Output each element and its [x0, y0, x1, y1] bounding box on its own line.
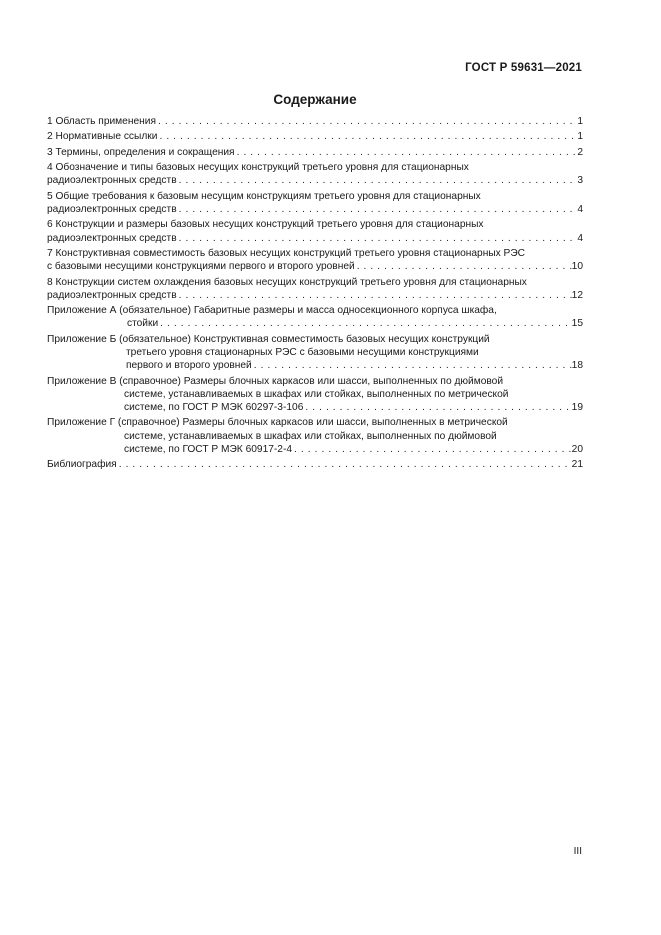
- dot-leader: [292, 443, 572, 456]
- toc-page-number: 12: [571, 289, 583, 301]
- toc-entry-text: радиоэлектронных средств: [47, 203, 177, 215]
- table-of-contents: [47, 115, 583, 474]
- toc-entry-text: стойки: [127, 318, 159, 330]
- toc-entry-line: 4 Обозначение и типы базовых несущих конструкций третьего уровня для стационарных: [47, 162, 469, 174]
- toc-page-number: 21: [571, 459, 583, 471]
- toc-entry-text: 1 Область применения: [47, 116, 156, 127]
- toc-page-number: 4: [577, 232, 583, 244]
- toc-page-number: 19: [571, 401, 583, 413]
- toc-entry-line: Приложение Г (справочное) Размеры блочных каркасов или шасси, выполненных в метрической: [47, 417, 508, 429]
- toc-entry[interactable]: [47, 146, 583, 159]
- toc-entry[interactable]: [47, 333, 583, 373]
- toc-entry[interactable]: [47, 130, 583, 143]
- page-title: Содержание: [273, 92, 357, 107]
- toc-entry-line: системе, устанавливаемых в шкафах или стойках, выполненных по метрической: [124, 388, 509, 400]
- page-number: III: [573, 846, 582, 857]
- toc-entry-text: 3 Термины, определения и сокращения: [47, 146, 235, 158]
- toc-entry-line: 5 Общие требования к базовым несущим конструкциям третьего уровня для стационарных: [47, 190, 481, 202]
- toc-entry-line: Приложение Б (обязательное) Конструктивная совместимость базовых несущих конструкций: [47, 333, 490, 345]
- toc-entry-text: первого и второго уровней: [126, 360, 252, 372]
- toc-entry[interactable]: [47, 375, 583, 415]
- toc-entry[interactable]: [47, 458, 583, 471]
- dot-leader: [158, 317, 572, 330]
- toc-entry[interactable]: [47, 416, 583, 456]
- dot-leader: [156, 115, 577, 128]
- dot-leader: [177, 203, 578, 216]
- toc-entry-line: 6 Конструкции и размеры базовых несущих конструкций третьего уровня для стационарных: [47, 219, 484, 231]
- toc-page-number: 2: [577, 146, 583, 158]
- dot-leader: [252, 359, 572, 372]
- dot-leader: [355, 260, 572, 273]
- toc-page-number: 20: [571, 443, 583, 455]
- toc-entry[interactable]: [47, 247, 583, 273]
- toc-entry-text: системе, по ГОСТ Р МЭК 60917-2-4: [124, 443, 293, 455]
- document-designation: ГОСТ Р 59631—2021: [465, 62, 582, 74]
- dot-leader: [303, 401, 571, 414]
- toc-entry[interactable]: [47, 276, 583, 302]
- toc-entry-line: 7 Конструктивная совместимость базовых несущих конструкций третьего уровня стационарных РЭС: [47, 247, 526, 259]
- toc-entry[interactable]: [47, 161, 583, 187]
- dot-leader: [177, 232, 578, 245]
- toc-page-number: 4: [577, 203, 583, 215]
- dot-leader: [177, 289, 572, 302]
- toc-page-number: 1: [577, 116, 583, 127]
- toc-entry-text: системе, по ГОСТ Р МЭК 60297-3-106: [124, 401, 304, 413]
- toc-page-number: 10: [571, 261, 583, 273]
- toc-entry-text: радиоэлектронных средств: [47, 289, 177, 301]
- toc-entry-line: третьего уровня стационарных РЭС с базовыми несущими конструкциями: [126, 346, 479, 358]
- toc-entry-line: Приложение В (справочное) Размеры блочных каркасов или шасси, выполненных по дюймовой: [47, 375, 504, 387]
- toc-entry-text: с базовыми несущими конструкциями первого и второго уровней: [47, 261, 355, 273]
- toc-page-number: 3: [577, 175, 583, 187]
- toc-entry-text: 2 Нормативные ссылки: [47, 131, 158, 143]
- toc-entry-text: радиоэлектронных средств: [47, 232, 177, 244]
- toc-entry[interactable]: [47, 304, 583, 330]
- dot-leader: [117, 458, 572, 471]
- toc-entry[interactable]: [47, 218, 583, 244]
- dot-leader: [157, 130, 577, 143]
- dot-leader: [177, 174, 578, 187]
- toc-entry-line: Приложение А (обязательное) Габаритные размеры и масса односекционного корпуса шкафа,: [47, 305, 497, 317]
- toc-entry[interactable]: [47, 190, 583, 216]
- toc-page-number: 18: [571, 360, 583, 372]
- toc-entry-line: 8 Конструкции систем охлаждения базовых несущих конструкций третьего уровня для стационарных: [47, 276, 527, 288]
- toc-page-number: 1: [577, 131, 583, 143]
- dot-leader: [235, 146, 578, 159]
- toc-entry-line: системе, устанавливаемых в шкафах или стойках, выполненных по дюймовой: [124, 430, 497, 442]
- toc-page-number: 15: [571, 318, 583, 330]
- toc-entry-text: Библиография: [47, 459, 117, 471]
- toc-entry[interactable]: [47, 115, 583, 128]
- toc-entry-text: радиоэлектронных средств: [47, 175, 177, 187]
